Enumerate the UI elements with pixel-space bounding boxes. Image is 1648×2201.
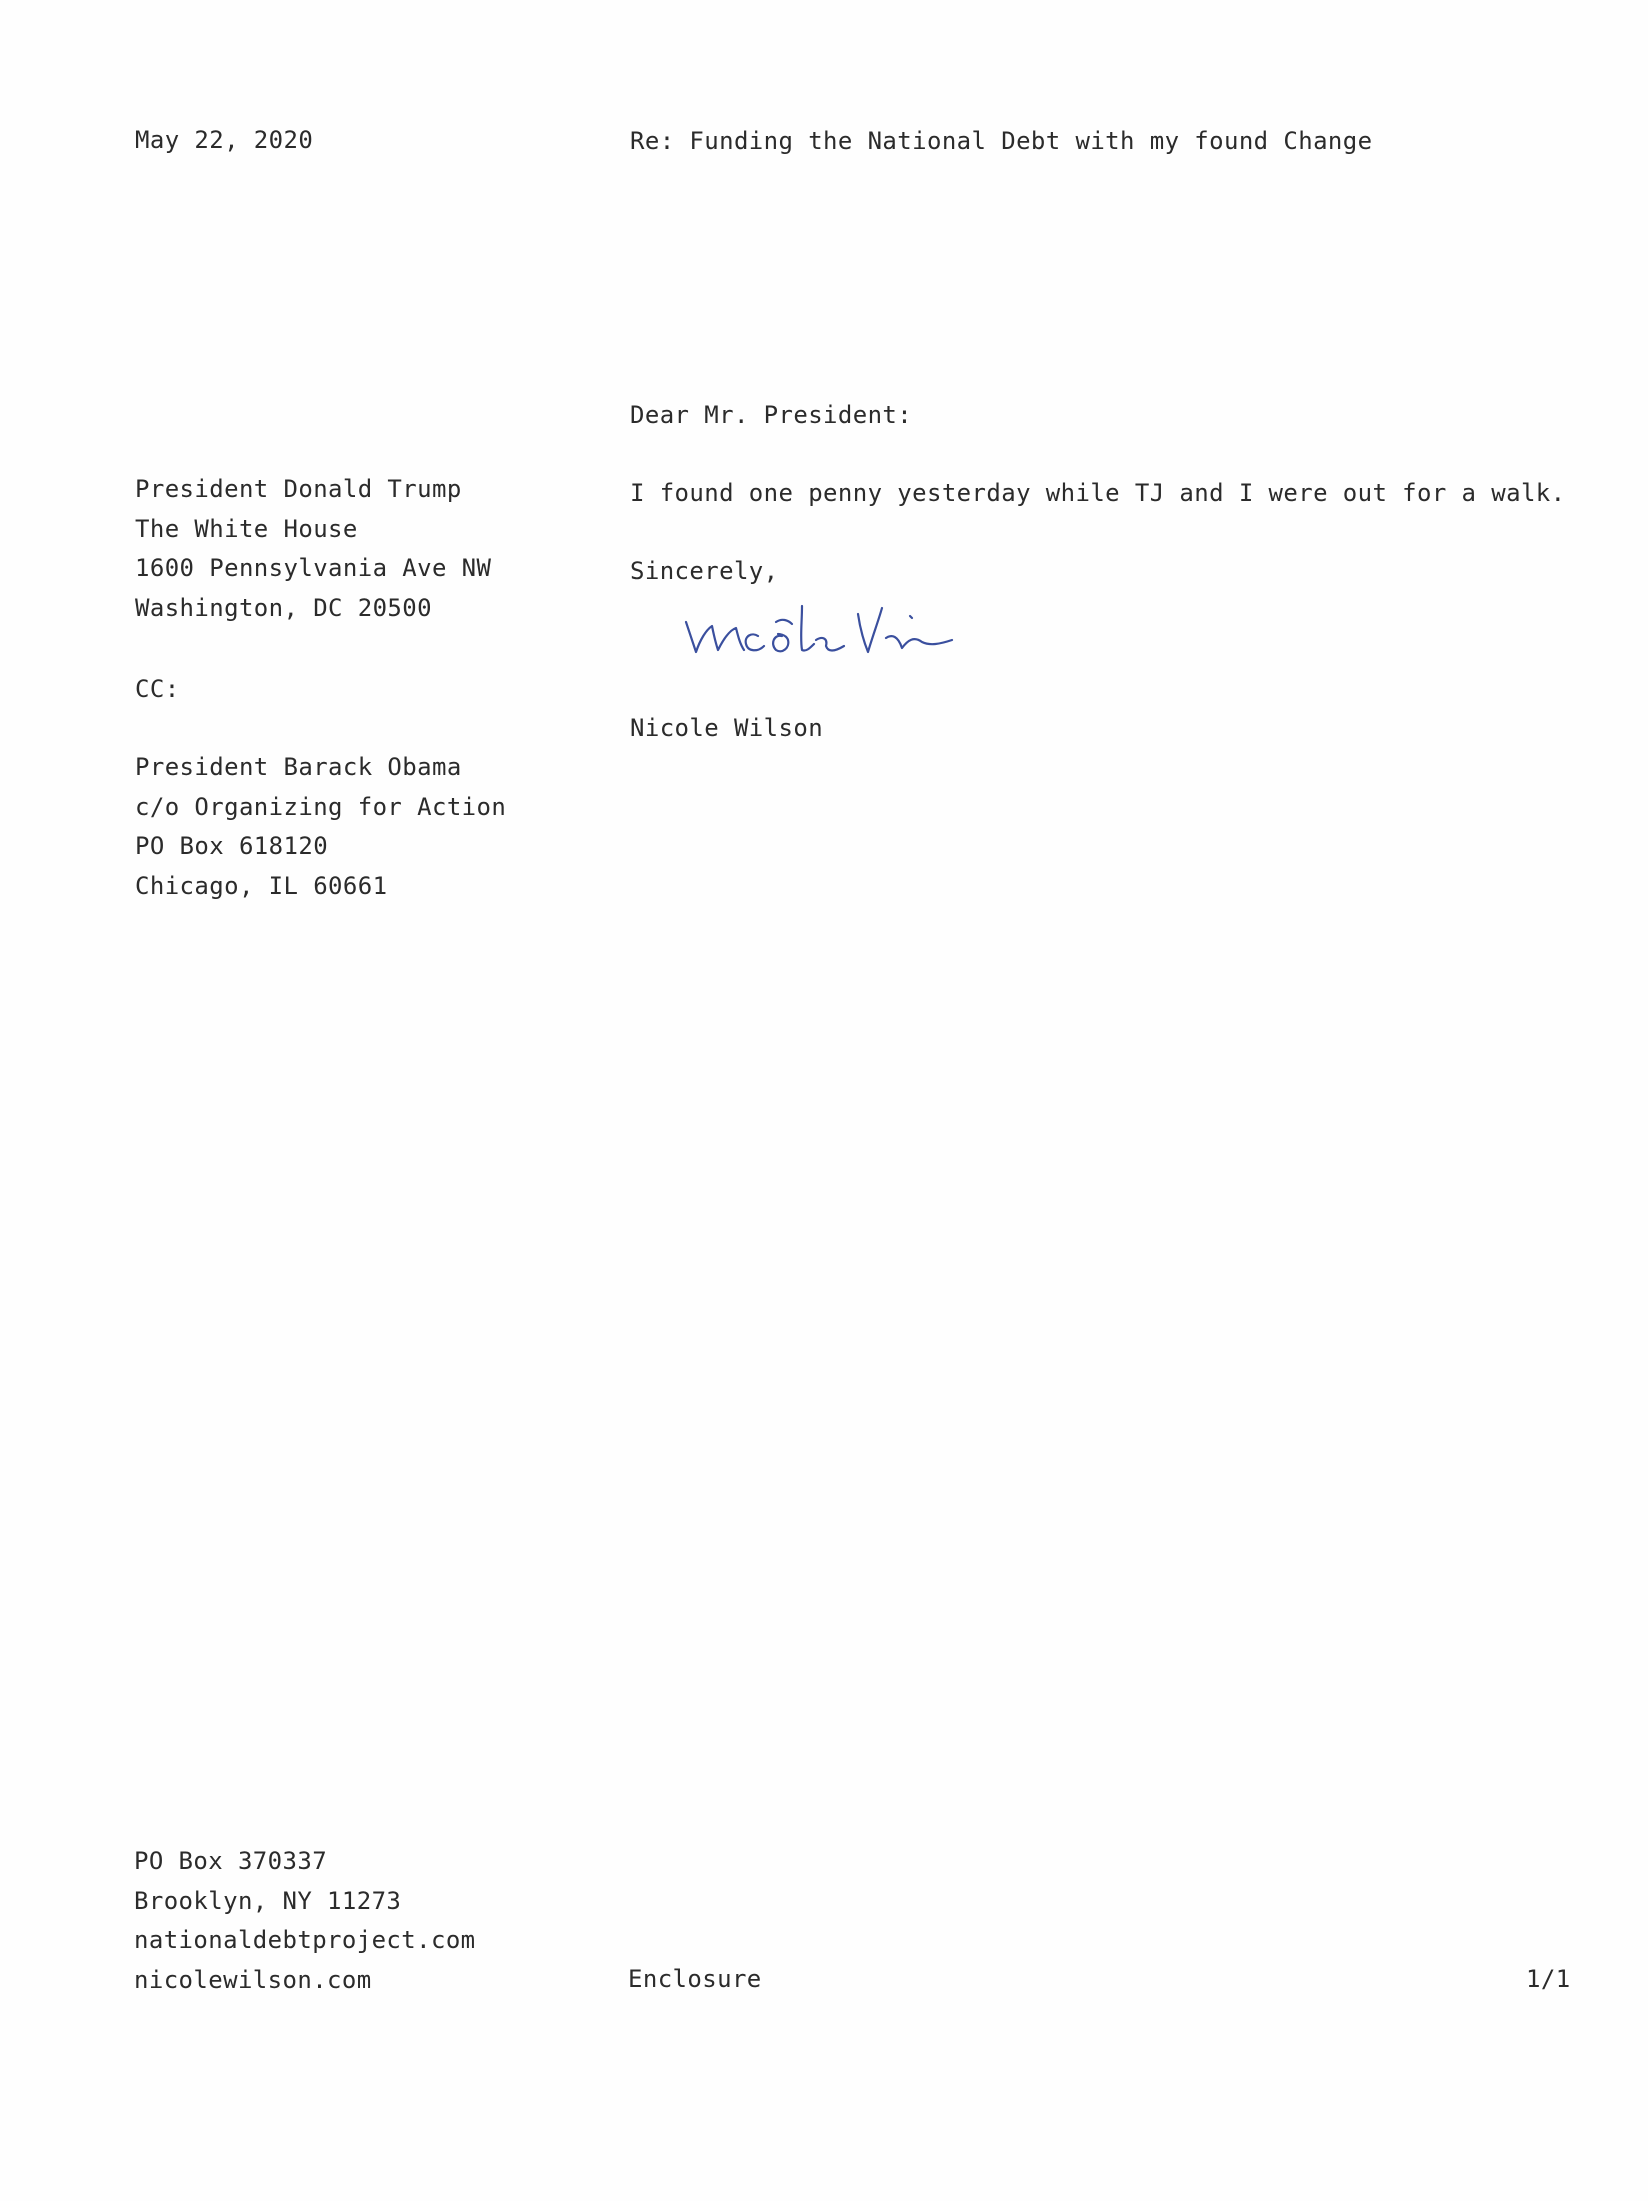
salutation: Dear Mr. President: xyxy=(630,401,913,429)
cc-recipient-line: Chicago, IL 60661 xyxy=(135,871,388,900)
letter-body: I found one penny yesterday while TJ and I were out for a walk. xyxy=(630,479,1566,507)
letter-subject: Re: Funding the National Debt with my found Change xyxy=(630,127,1373,155)
page-number: 1/1 xyxy=(1526,1965,1571,1993)
recipient-line: Washington, DC 20500 xyxy=(135,593,432,622)
recipient-line: President Donald Trump xyxy=(135,475,462,503)
sender-address-line: nicolewilson.com xyxy=(134,1965,372,1994)
recipient-line: 1600 Pennsylvania Ave NW xyxy=(135,554,492,582)
signature-drawing xyxy=(678,578,1018,670)
sender-name: Nicole Wilson xyxy=(630,714,824,742)
enclosure-note: Enclosure xyxy=(628,1965,762,1993)
closing: Sincerely, xyxy=(630,557,779,585)
sender-address-line: Brooklyn, NY 11273 xyxy=(134,1886,402,1915)
sender-address-line: nationaldebtproject.com xyxy=(134,1926,476,1954)
cc-recipient-line: President Barack Obama xyxy=(135,753,462,781)
cc-label: CC: xyxy=(135,675,180,703)
sender-address-line: PO Box 370337 xyxy=(134,1847,328,1875)
cc-recipient-address xyxy=(135,748,506,906)
recipient-line: The White House xyxy=(135,514,358,543)
handwritten-signature-icon xyxy=(678,578,1018,670)
recipient-address xyxy=(135,470,491,628)
sender-address-footer xyxy=(134,1842,476,2000)
cc-recipient-line: c/o Organizing for Action xyxy=(135,792,507,821)
cc-recipient-line: PO Box 618120 xyxy=(135,832,329,860)
letter-date: May 22, 2020 xyxy=(135,126,314,154)
